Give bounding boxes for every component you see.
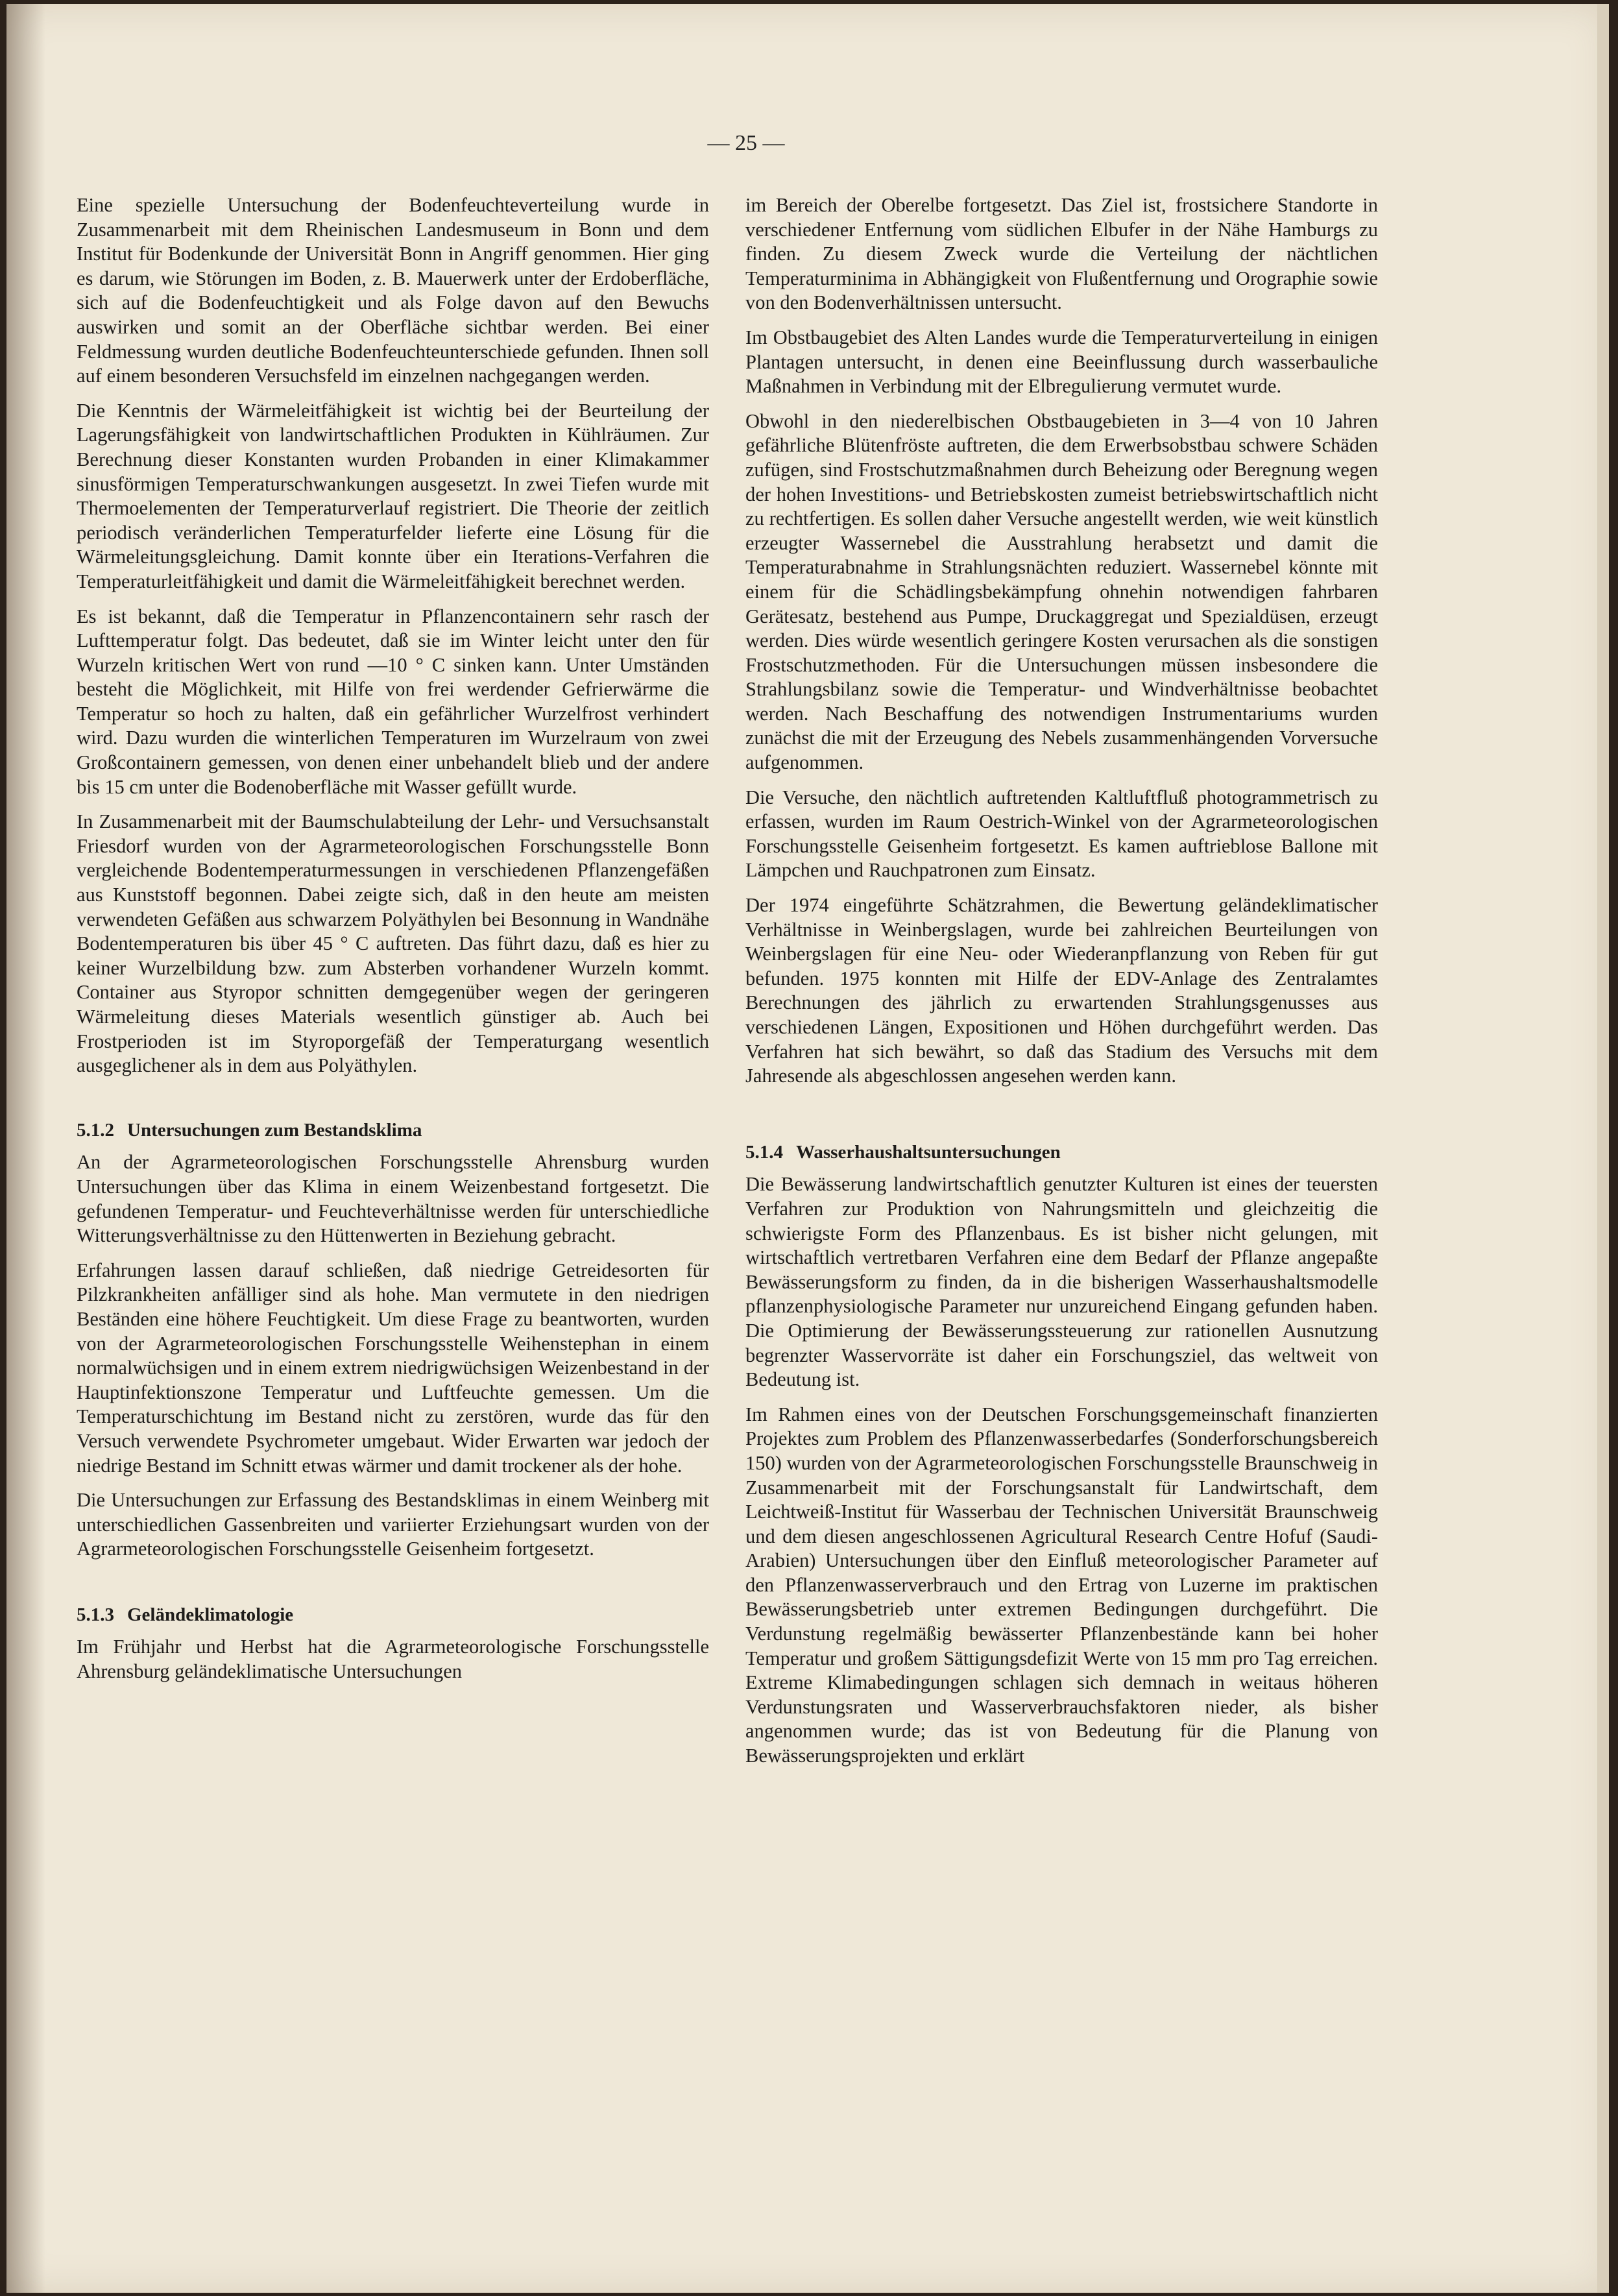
paragraph: Es ist bekannt, daß die Temperatur in Pflanzencontainern sehr rasch der Lufttemperatur folgt. Das bedeutet, daß sie im Winter leicht unter den für Wurzeln kritischen Wert von rund —10 ° C sinken kann. Unter Umständen besteht die Möglichkeit, mit Hilfe von frei werdender Gefrierwärme die Temperatur so hoch zu halten, daß ein gefährlicher Wurzelfrost verhindert wird. Dazu wurden die winterlichen Temperaturen im Wurzelraum von zwei Großcontainern gemessen, von denen einer unbehandelt blieb und der andere bis 15 cm unter die Bodenoberfläche mit Wasser gefüllt wurde. <box>77 605 709 798</box>
section-title: Untersuchungen zum Bestandsklima <box>127 1119 422 1141</box>
binding-shadow <box>6 4 45 2293</box>
section-heading-5-1-2 <box>77 1118 709 1143</box>
section-heading-5-1-4 <box>745 1141 1378 1165</box>
paragraph: Erfahrungen lassen darauf schließen, daß niedrige Getreidesorten für Pilzkrankheiten anfälliger sind als hohe. Man vermutete in den niedrigen Beständen eine höhere Feuchtigkeit. Um diese Frage zu beantworten, wurden von der Agrarmeteorologischen Forschungsstelle Weihenstephan in einem normalwüchsigen und in einem extrem niedrigwüchsigen Weizenbestand in der Hauptinfektionszone Temperatur und Luftfeuchte gemessen. Um die Temperaturschichtung im Bestand nicht zu zerstören, wurde das für den Versuch verwendete Psychrometer umgebaut. Wider Erwarten war jedoch der niedrige Bestand im Schnitt etwas wärmer und damit trockener als der hohe. <box>77 1259 709 1477</box>
paragraph: Die Bewässerung landwirtschaftlich genutzter Kulturen ist eines der teuersten Verfahren zur Produktion von Nahrungsmitteln und gleichzeitig die schwierigste Form des Pflanzenbaus. Es ist bisher nicht gelungen, mit wirtschaftlich vertretbaren Verfahren eine dem Bedarf der Pflanze angepaßte Bewässerungsform zu finden, da in die bisherigen Wasserhaushaltsmodelle pflanzenphysiologische Parameter nur unzureichend Eingang gefunden haben. Die Optimierung der Bewässerungssteuerung zur rationellen Ausnutzung begrenzter Wasservorräte ist daher ein Forschungsziel, das weltweit von Bedeutung ist. <box>745 1173 1378 1391</box>
document-page <box>6 4 1609 2293</box>
paragraph: Im Frühjahr und Herbst hat die Agrarmeteorologische Forschungsstelle Ahrensburg geländeklimatische Untersuchungen <box>77 1636 709 1683</box>
paragraph: Die Kenntnis der Wärmeleitfähigkeit ist wichtig bei der Beurteilung der Lagerungsfähigkeit von landwirtschaftlichen Produkten in Kühlräumen. Zur Berechnung dieser Konstanten wurden Probanden in einer Klimakammer sinusförmigen Temperaturschwankungen ausgesetzt. In zwei Tiefen wurde mit Thermoelementen der Temperaturverlauf registriert. Die Theorie der zeitlich periodisch veränderlichen Temperaturfelder lieferte eine Lösung für die Wärmeleitungsgleichung. Damit konnte über ein Iterations-Verfahren die Temperaturleitfähigkeit und damit die Wärmeleitfähigkeit berechnet werden. <box>77 399 709 592</box>
paragraph: Im Obstbaugebiet des Alten Landes wurde die Temperaturverteilung in einigen Plantagen untersucht, in denen eine Beeinflussung durch wasserbauliche Maßnahmen in Verbindung mit der Elbregulierung vermutet wurde. <box>745 326 1378 398</box>
paragraph: Der 1974 eingeführte Schätzrahmen, die Bewertung geländeklimatischer Verhältnisse in Weinbergslagen, wurde bei zahlreichen Beurteilungen von Weinbergslagen für eine Neu- oder Wiederanpflanzung von Reben für gut befunden. 1975 konnten mit Hilfe der EDV-Anlage des Zentralamtes Berechnungen des jährlich zu erwartenden Strahlungsgenusses aus verschiedenen Längen, Expositionen und Höhen durchgeführt werden. Das Verfahren hat sich bewährt, so daß das Stadium des Versuchs mit dem Jahresende als abgeschlossen angesehen werden kann. <box>745 894 1378 1087</box>
left-column <box>77 193 709 1695</box>
paragraph: Eine spezielle Untersuchung der Bodenfeuchteverteilung wurde in Zusammenarbeit mit dem Rheinischen Landesmuseum in Bonn und dem Institut für Bodenkunde der Universität Bonn in Angriff genommen. Hier ging es darum, wie Störungen im Boden, z. B. Mauerwerk unter der Erdoberfläche, sich auf die Bodenfeuchtigkeit und als Folge davon auf den Bewuchs auswirken und somit an der Oberfläche sichtbar werden. Bei einer Feldmessung wurden deutliche Bodenfeuchteunterschiede gefunden. Ihnen soll auf einem besonderen Versuchsfeld im einzelnen nachgegangen werden. <box>77 194 709 387</box>
paragraph: Obwohl in den niederelbischen Obstbaugebieten in 3—4 von 10 Jahren gefährliche Blütenfröste auftreten, die dem Erwerbsobstbau schwere Schäden zufügen, sind Frostschutzmaßnahmen durch Beheizung oder Beregnung wegen der hohen Investitions- und Betriebskosten zumeist betriebswirtschaftlich nicht zu rechtfertigen. Es sollen daher Versuche angestellt werden, wie weit künstlich erzeugter Wassernebel die Ausstrahlung herabsetzt und damit die Temperaturabnahme in Strahlungsnächten reduziert. Wassernebel könnte mit einem für die Schädlingsbekämpfung ohnehin notwendigen fahrbaren Gerätesatz, bestehend aus Pumpe, Druckaggregat und Spezialdüsen, erzeugt werden. Dies würde wesentlich geringere Kosten verursachen als die sonstigen Frostschutzmethoden. Für die Untersuchungen müssen insbesondere die Strahlungsbilanz sowie die Temperatur- und Windverhältnisse beobachtet werden. Nach Beschaffung des notwendigen Instrumentariums wurden zunächst die mit der Erzeugung des Nebels zusammenhängenden Vorversuche aufgenommen. <box>745 409 1378 774</box>
section-number: 5.1.4 <box>745 1141 783 1163</box>
page-edge <box>1597 4 1609 2293</box>
paragraph: Im Rahmen eines von der Deutschen Forschungsgemeinschaft finanzierten Projektes zum Problem des Pflanzenwasserbedarfes (Sonderforschungsbereich 150) wurden von der Agrarmeteorologischen Forschungsstelle Braunschweig in Zusammenarbeit mit der Forschungsanstalt für Landwirtschaft, dem Leichtweiß-Institut für Wasserbau der Technischen Universität Braunschweig und dem diesen angeschlossenen Agricultural Research Centre Hofuf (Saudi-Arabien) Untersuchungen über den Einfluß meteorologischer Parameter auf den Pflanzenwasserverbrauch und den Ertrag von Luzerne im praktischen Bewässerungsbetrieb unter extremen Bedingungen durchgeführt. Die Verdunstung regelmäßig bewässerter Pflanzenbestände kann bei hoher Temperatur und großem Sättigungsdefizit Werte von 15 mm pro Tag erreichen. Extreme Klimabedingungen schlagen sich demnach in weitaus höheren Verdunstungsraten und Wasserverbrauchsfaktoren nieder, als bisher angenommen wurde; das ist von Bedeutung für die Planung von Bewässerungsprojekten und erklärt <box>745 1403 1378 1767</box>
page-number: — 25 — <box>707 131 785 155</box>
paragraph: im Bereich der Oberelbe fortgesetzt. Das Ziel ist, frostsichere Standorte in verschiedener Entfernung vom südlichen Elbufer in der Nähe Hamburgs zu finden. Zu diesem Zweck wurde die Verteilung der nächtlichen Temperaturminima in Abhängigkeit von Flußentfernung und Orographie sowie von den Bodenverhältnissen untersucht. <box>745 194 1378 314</box>
paragraph: Die Versuche, den nächtlich auftretenden Kaltluftfluß photogrammetrisch zu erfassen, wurden im Raum Oestrich-Winkel von der Agrarmeteorologischen Forschungsstelle Geisenheim fortgesetzt. Es kamen auftrieblose Ballone mit Lämpchen und Rauchpatronen zum Einsatz. <box>745 786 1378 882</box>
paragraph: An der Agrarmeteorologischen Forschungsstelle Ahrensburg wurden Untersuchungen über das Klima in einem Weizenbestand fortgesetzt. Die gefundenen Temperatur- und Feuchteverhältnisse werden für unterschiedliche Witterungsverhältnisse zu den Hüttenwerten in Beziehung gebracht. <box>77 1151 709 1247</box>
section-number: 5.1.2 <box>77 1119 114 1141</box>
section-heading-5-1-3 <box>77 1603 709 1628</box>
right-column <box>745 193 1378 1779</box>
section-number: 5.1.3 <box>77 1604 114 1625</box>
section-title: Wasserhaushaltsuntersuchungen <box>796 1141 1061 1163</box>
section-title: Geländeklimatologie <box>127 1604 294 1625</box>
paragraph: In Zusammenarbeit mit der Baumschulabteilung der Lehr- und Versuchsanstalt Friesdorf wurden von der Agrarmeteorologischen Forschungsstelle Bonn vergleichende Bodentemperaturmessungen in verschiedenen Pflanzengefäßen aus Kunststoff begonnen. Dabei zeigte sich, daß in den heute am meisten verwendeten Gefäßen aus schwarzem Polyäthylen bei Besonnung in Wandnähe Bodentemperaturen bis über 45 ° C auftreten. Das führt dazu, daß es hier zu keiner Wurzelbildung bzw. zum Absterben vorhandener Wurzeln kommt. Container aus Styropor schnitten demgegenüber wegen der geringeren Wärmeleitung dieses Materials wesentlich günstiger ab. Auch bei Frostperioden ist im Styroporgefäß der Temperaturgang wesentlich ausgeglichener als in dem aus Polyäthylen. <box>77 810 709 1077</box>
paragraph: Die Untersuchungen zur Erfassung des Bestandsklimas in einem Weinberg mit unterschiedlichen Gassenbreiten und variierter Erziehungsart wurden von der Agrarmeteorologischen Forschungsstelle Geisenheim fortgesetzt. <box>77 1489 709 1560</box>
